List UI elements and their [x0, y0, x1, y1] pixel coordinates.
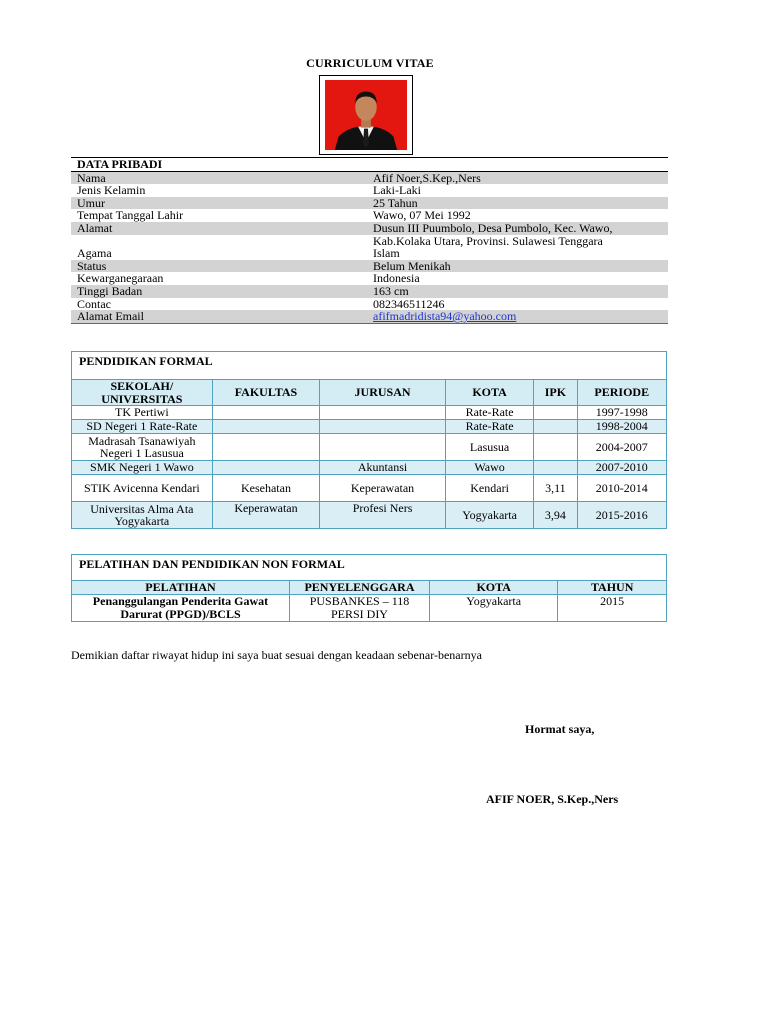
- closing-greeting: Hormat saya,: [525, 722, 595, 736]
- formal-education-caption-row: [72, 352, 667, 380]
- field-value: Wawo, 07 Mei 1992: [373, 208, 471, 223]
- photo-frame: [319, 75, 413, 155]
- table-cell: Kesehatan: [212, 475, 320, 502]
- email-cell: [367, 310, 668, 323]
- table-cell: Rate-Rate: [445, 420, 533, 434]
- table-cell: STIK Avicenna Kendari: [72, 475, 213, 502]
- table-cell: 1998-2004: [577, 420, 667, 434]
- table-cell: Kendari: [445, 475, 533, 502]
- column-header: PENYELENGGARA: [289, 581, 429, 595]
- column-header: IPK: [534, 380, 577, 406]
- table-cell: [534, 406, 577, 420]
- table-cell: [320, 420, 446, 434]
- column-header: KOTA: [445, 380, 533, 406]
- table-row: [72, 502, 667, 529]
- table-cell: Yogyakarta: [445, 502, 533, 529]
- field-label: Contac: [77, 296, 111, 311]
- table-cell: Penanggulangan Penderita Gawat Darurat (PPGD)/BCLS: [72, 595, 290, 622]
- field-label: Alamat: [71, 222, 367, 235]
- table-cell: 3,11: [534, 475, 577, 502]
- table-cell: Lasusua: [445, 434, 533, 461]
- table-row: [71, 298, 668, 311]
- passport-photo: [325, 80, 407, 150]
- personal-data-heading-row: [71, 158, 668, 172]
- email-link[interactable]: afifmadridista94@yahoo.com: [373, 309, 517, 324]
- table-cell: Akuntansi: [320, 461, 446, 475]
- field-label: Status: [71, 260, 367, 273]
- table-cell: [212, 406, 320, 420]
- column-header: TAHUN: [558, 581, 667, 595]
- table-cell: Yogyakarta: [430, 595, 558, 622]
- table-header-row: [72, 380, 667, 406]
- field-label: Nama: [71, 171, 367, 184]
- table-cell: [534, 420, 577, 434]
- document-title: CURRICULUM VITAE: [306, 56, 434, 70]
- column-header: KOTA: [430, 581, 558, 595]
- field-label: Jenis Kelamin: [77, 183, 146, 198]
- table-cell: [320, 406, 446, 420]
- table-row: [71, 272, 668, 285]
- table-row: [71, 222, 668, 235]
- table-cell: 3,94: [534, 502, 577, 529]
- table-cell: [212, 434, 320, 461]
- formal-education-heading: PENDIDIKAN FORMAL: [72, 352, 667, 380]
- field-value: 163 cm: [367, 285, 668, 298]
- formal-education-table: [71, 351, 667, 529]
- table-header-row: [72, 581, 667, 595]
- table-cell: [212, 461, 320, 475]
- field-label: Tinggi Badan: [71, 285, 367, 298]
- personal-data-table: [71, 157, 668, 324]
- person-photo-icon: [325, 80, 407, 150]
- table-cell: 2010-2014: [577, 475, 667, 502]
- table-cell: TK Pertiwi: [72, 406, 213, 420]
- table-cell: Keperawatan: [320, 475, 446, 502]
- field-value: Laki-Laki: [373, 183, 421, 198]
- field-value: Dusun III Puumbolo, Desa Pumbolo, Kec. Wawo,: [367, 222, 668, 235]
- table-cell: [534, 461, 577, 475]
- table-cell: [534, 434, 577, 461]
- signer-name: AFIF NOER, S.Kep.,Ners: [486, 792, 619, 806]
- table-cell: Wawo: [445, 461, 533, 475]
- field-value: Islam: [373, 246, 400, 261]
- closing-statement: Demikian daftar riwayat hidup ini saya buat sesuai dengan keadaan sebenar-benarnya: [71, 648, 482, 662]
- table-cell: [320, 434, 446, 461]
- table-row: [72, 595, 667, 622]
- column-header: PELATIHAN: [72, 581, 290, 595]
- table-cell: 2015: [558, 595, 667, 622]
- column-header: FAKULTAS: [212, 380, 320, 406]
- table-cell: 2007-2010: [577, 461, 667, 475]
- field-value: Belum Menikah: [367, 260, 668, 273]
- table-row: [72, 434, 667, 461]
- table-row: [71, 235, 668, 248]
- table-row: [72, 406, 667, 420]
- non-formal-caption-row: [72, 555, 667, 581]
- table-row: [71, 285, 668, 298]
- table-row: [71, 247, 668, 260]
- table-row: [71, 310, 668, 323]
- field-label: Kewarganegaraan: [77, 271, 164, 286]
- table-cell: SD Negeri 1 Rate-Rate: [72, 420, 213, 434]
- table-cell: Profesi Ners: [320, 502, 446, 529]
- table-cell: Keperawatan: [212, 502, 320, 529]
- field-label: Agama: [77, 246, 112, 261]
- field-label: Umur: [71, 197, 367, 210]
- personal-data-heading: DATA PRIBADI: [71, 158, 668, 172]
- column-header: JURUSAN: [320, 380, 446, 406]
- table-cell: 2004-2007: [577, 434, 667, 461]
- table-cell: Universitas Alma Ata Yogyakarta: [72, 502, 213, 529]
- column-header: PERIODE: [577, 380, 667, 406]
- non-formal-heading: PELATIHAN DAN PENDIDIKAN NON FORMAL: [72, 555, 667, 581]
- table-cell: PUSBANKES – 118 PERSI DIY: [289, 595, 429, 622]
- table-cell: Madrasah Tsanawiyah Negeri 1 Lasusua: [72, 434, 213, 461]
- table-cell: Rate-Rate: [445, 406, 533, 420]
- table-row: [72, 475, 667, 502]
- table-row: [72, 461, 667, 475]
- field-label: Alamat Email: [71, 310, 367, 323]
- field-value-continued: Kab.Kolaka Utara, Provinsi. Sulawesi Tenggara: [373, 233, 603, 248]
- table-cell: [212, 420, 320, 434]
- table-cell: 2015-2016: [577, 502, 667, 529]
- field-label: Tempat Tanggal Lahir: [77, 208, 184, 223]
- table-row: [71, 171, 668, 184]
- field-value: Afif Noer,S.Kep.,Ners: [367, 171, 668, 184]
- field-value: 25 Tahun: [367, 197, 668, 210]
- column-header: SEKOLAH/ UNIVERSITAS: [72, 380, 213, 406]
- table-row: [71, 184, 668, 197]
- table-cell: SMK Negeri 1 Wawo: [72, 461, 213, 475]
- field-value: Indonesia: [373, 271, 420, 286]
- non-formal-training-table: [71, 554, 667, 622]
- table-cell: 1997-1998: [577, 406, 667, 420]
- table-row: [72, 420, 667, 434]
- field-value: 082346511246: [373, 296, 445, 311]
